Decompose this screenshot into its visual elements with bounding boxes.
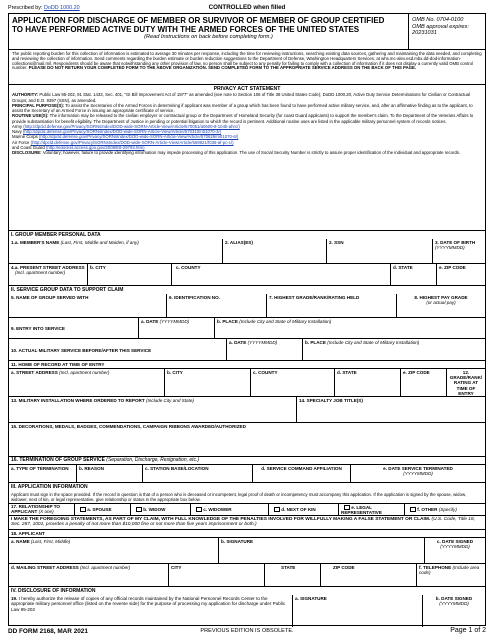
- mailing-address-field[interactable]: d. MAILING STREET ADDRESS (Incl. apartment number): [9, 564, 169, 586]
- air-label: Air Force: [12, 139, 30, 145]
- army-label: Army: [12, 123, 23, 129]
- coast-label: and Coast Guard: [12, 144, 45, 150]
- certification-note: (U.S. Code, Title 18, Sec. 287, 1001, provides a penalty of not more than $10,000 fine or not more than five years imprisonment or both.): [11, 517, 475, 528]
- relationship-label: 17. RELATIONSHIP TO APPLICANT (X one): [9, 504, 75, 515]
- section-4-title: IV. DISCLOSURE OF INFORMATION: [9, 587, 485, 595]
- row-10: [9, 339, 485, 361]
- section-1-title: I. GROUP MEMBER PERSONAL DATA: [9, 231, 485, 239]
- termination-date-field[interactable]: e. DATE SERVICE TERMINATED (YYYYMMDD): [383, 466, 453, 477]
- row-16: [9, 465, 485, 483]
- section-4-heading: [9, 587, 485, 595]
- mailing-zip-field[interactable]: ZIP CODE: [321, 564, 417, 586]
- privacy-cell: [9, 85, 485, 230]
- highest-grade-field[interactable]: 7. HIGHEST GRADE/RANK/RATING HELD: [267, 294, 397, 317]
- termination-type-field[interactable]: a. TYPE OF TERMINATION: [9, 465, 77, 482]
- navy-label: Navy: [12, 129, 22, 134]
- alias-field[interactable]: 2. ALIAS(ES): [223, 239, 327, 263]
- mailing-city-field[interactable]: CITY: [169, 564, 265, 586]
- certification: [9, 516, 485, 530]
- grade-at-entry-field[interactable]: 12. GRADE/RANK/ RATING AT TIME OF ENTRY: [449, 370, 483, 396]
- omb-cell: [409, 14, 485, 49]
- page-footer: [8, 627, 486, 637]
- dob-field[interactable]: 3. DATE OF BIRTH (YYYYMMDD): [435, 240, 476, 251]
- routine-text: The information may be released to the civilian employer or contractual group or the Department of Homeland Security (for coast Guard applicants) to support the member's claim. To the Department of the Veterans Affairs to provide substantiation for benefit eligibility. The Department of Justice in pending or potential litigation to which the record is pertinent. Additional routine uses are listed in the applicable military personnel system of records notices.: [12, 113, 474, 124]
- other-checkbox[interactable]: [410, 507, 416, 512]
- telephone-field[interactable]: f. TELEPHONE (Include area code): [419, 565, 480, 576]
- home-county-field[interactable]: c. COUNTY: [251, 369, 335, 396]
- termination-reason-field[interactable]: b. REASON: [77, 465, 143, 482]
- widow-option[interactable]: b. WIDOW: [131, 504, 191, 515]
- purpose-label: PRINCIPAL PURPOSE(S):: [12, 102, 65, 108]
- army-link[interactable]: (http://dpcld.defense.gov/Privacy/SORNsIndex/DOD-wide-SORN-Article-View/Article/570051/a0600-8-104b-ahrc/): [23, 123, 240, 129]
- mailing-state-field[interactable]: STATE: [265, 564, 321, 586]
- form-subtitle: (Read Instructions on back before completing form.): [144, 34, 273, 41]
- form-number: DD FORM 2168, MAR 2021: [8, 628, 88, 635]
- present-state-field[interactable]: d. STATE: [391, 264, 437, 285]
- burden-bold: PLEASE DO NOT RETURN YOUR COMPLETED FORM TO THE ABOVE ORGANIZATION. SEND COMPLETED FORM TO THE APPROPRIATE SERVICE ADDRESS ON THE BACK OF THIS PAGE.: [28, 65, 417, 71]
- row-18a: [9, 538, 485, 564]
- row-9: [9, 318, 485, 339]
- prescribed-by: [8, 5, 80, 11]
- widow-checkbox[interactable]: [136, 507, 142, 512]
- disclosure-date-field[interactable]: b. DATE SIGNED (YYYYMMDD): [435, 596, 473, 607]
- row-18-heading: [9, 530, 485, 538]
- omb-approval: OMB approval expires:: [412, 23, 469, 30]
- present-address-field[interactable]: 4.a. PRESENT STREET ADDRESS (Incl. apartment number): [9, 264, 88, 285]
- home-record-label: 11. HOME OF RECORD AT TIME OF ENTRY: [11, 362, 105, 367]
- applicant-signature-field[interactable]: b. SIGNATURE: [219, 538, 425, 563]
- form-title-1: APPLICATION FOR DISCHARGE OF MEMBER OR SURVIVOR OF MEMBER OF GROUP CERTIFIED: [12, 16, 385, 25]
- entry-service-label: 9. ENTRY INTO SERVICE: [9, 318, 139, 338]
- home-state-field[interactable]: d. STATE: [335, 369, 401, 396]
- privacy-heading: PRIVACY ACT STATEMENT: [213, 86, 281, 92]
- form-title-2: TO HAVE PERFORMED ACTIVE DUTY WITH THE ARMED FORCES OF THE UNITED STATES: [12, 25, 360, 35]
- widower-checkbox[interactable]: [196, 507, 202, 512]
- row-19: [9, 595, 485, 627]
- row-18d: [9, 564, 485, 587]
- applicant-date-field[interactable]: c. DATE SIGNED (YYYYMMDD): [436, 539, 474, 550]
- section-3-title: III. APPLICATION INFORMATION: [9, 483, 485, 491]
- certification-cell: [9, 516, 485, 529]
- entry-date-field[interactable]: a. DATE (YYYYMMDD): [139, 318, 215, 338]
- legal-rep-option[interactable]: e. LEGAL REPRESENTATIVE: [339, 504, 405, 515]
- row-11-heading: [9, 361, 485, 369]
- disclosure-label: DISCLOSURE:: [12, 150, 42, 155]
- ssn-field[interactable]: 2. SSN: [327, 239, 433, 263]
- home-address-field[interactable]: a. STREET ADDRESS (Incl. apartment number): [9, 369, 165, 396]
- disclosure-text: Voluntary; however, failure to provide identifying information may impede processing of this application. The use of Social Security Number is strictly to assure proper identification of the individual and appropriate records.: [42, 150, 461, 155]
- routine-label: ROUTINE USE(S):: [12, 113, 49, 119]
- burden-cell: [9, 50, 485, 84]
- authority-label: AUTHORITY:: [12, 92, 39, 98]
- form: [8, 13, 486, 626]
- marine-link[interactable]: (http://dpcld.defense.gov/Privacy/SORNsIndex/DOD-wide-SORN-Article-View/Article/570626/m01070-6/): [39, 134, 239, 140]
- omb-number: OMB No. 0704-0100: [412, 17, 464, 23]
- actual-service-label: 10. ACTUAL MILITARY SERVICE BEFORE/AFTER THIS SERVICE: [9, 339, 227, 360]
- termination-station-field[interactable]: c. STATION BASE/LOCATION: [143, 465, 253, 482]
- row-13: [9, 397, 485, 423]
- decorations-field[interactable]: 15. DECORATIONS, MEDALS, BADGES, COMMENDATIONS, CAMPAIGN RIBBONS AWARDED/AUTHORIZED: [11, 424, 246, 429]
- burden-text: The public reporting burden for this collection of information is estimated to average 30 minutes per response, including the time for reviewing instructions, searching existing data sources, gathering and maintaining the data needed, and completing and reviewing the collection of information. Send comments regarding the burden estimate or burden reduction suggestions to the Department of Defense, Washington Headquarters Services, at whs.mc-alex.esd.mbx.dd-dod-information-collections@mail.mil. Respondents should be aware that notwithstanding any other provision of law, no person shall be subject to any penalty for failing to comply with a collection of information if it does not display a currently valid OMB control number.: [12, 51, 482, 71]
- home-city-field[interactable]: b. CITY: [165, 369, 251, 396]
- privacy-act: [9, 85, 485, 231]
- disclosure-signature-field[interactable]: a. SIGNATURE: [293, 595, 423, 627]
- installation-field[interactable]: 13. MILITARY INSTALLATION WHERE ORDERED TO REPORT (Include City and State): [9, 397, 297, 422]
- other-option[interactable]: f. OTHER (Specify): [405, 504, 485, 515]
- section-3-heading: [9, 483, 485, 491]
- previous-edition: PREVIOUS EDITION IS OBSOLETE.: [200, 628, 294, 634]
- top-bar: [8, 4, 486, 13]
- identification-field[interactable]: 6. IDENTIFICATION NO.: [167, 294, 267, 317]
- section-2-title: II. SERVICE GROUP DATA TO SUPPORT CLAIM: [9, 286, 485, 294]
- form-header: [9, 14, 485, 50]
- actual-place-field[interactable]: b. PLACE (Include City and State of Military Installation): [305, 340, 420, 345]
- purpose-text: To assist the Secretaries of the Armed Forces in determining if applicant was member of a group which has been found to have performed active military service, and, after an affirmative finding as to the applicant, to assist the Secretary of an Armed Force in issuing an appropriate certificate of service.: [12, 102, 473, 113]
- entry-place-field[interactable]: b. PLACE (Include City and State of Military Installation): [217, 319, 332, 324]
- row-4: [9, 264, 485, 286]
- row-11: [9, 369, 485, 397]
- prescribed-link[interactable]: DoDD 1000.20: [43, 5, 80, 11]
- navy-link[interactable]: (http://dpcld.defense.gov/Privacy/SORNsIndex/DOD-wide-SORN-Article-View/Article/570310/n01070-3/): [23, 129, 222, 134]
- present-county-field[interactable]: c. COUNTY: [172, 264, 391, 285]
- marine-label: Marine Corps: [12, 134, 38, 140]
- application-info-text: Applicant must sign in the space provided. If the record in question is that of a person who is deceased or incompetent, legal proof of death or incompetency must accompany this application. If the application is signed by the spouse, widow, widower, next of kin, or legal representative, give relationship or status in the appropriate box below.: [11, 492, 467, 502]
- page-number: Page 1 of 2: [450, 627, 486, 634]
- next-of-kin-checkbox[interactable]: [274, 507, 280, 512]
- coast-link[interactable]: (http://edocket.access.gpo.gov/2008/E8-29793.htm): [45, 144, 145, 150]
- air-link[interactable]: (http://dpcld.defense.gov/Privacy/SORNsIndex/DOD-wide-SORN-Article-View/Article/569821/f036-af-pc-c/): [30, 139, 234, 145]
- disclosure-authorization: 19. I hereby authorize the release of copies of any official records maintained by the National Personnel Records Center to the appropriate military personnel office (listed on the reverse side) for the purpose of processing my application for discharge under Public Law 95-202: [9, 595, 293, 627]
- authority-text: Public Law 95-202, 91 Stat. 1433, Sec. 401, "GI Bill Improvement Act of 1977" as amended (see note to Section 106 of Title 38 United States Code); DoDD 1000.20, Active Duty Service Determinations for Civilian or Contractual Groups; and E.O. 9397 (SSN), as amended.: [12, 92, 470, 103]
- widower-option[interactable]: c. WIDOWER: [191, 504, 269, 515]
- title-cell: [9, 14, 409, 49]
- controlled-label: CONTROLLED when filled: [208, 4, 286, 11]
- row-1: [9, 239, 485, 264]
- next-of-kin-option[interactable]: d. NEXT OF KIN: [269, 504, 339, 515]
- termination-label: 16. TERMINATION OF GROUP SERVICE (Separation, Discharge, Resignation, etc.): [11, 457, 200, 463]
- row-16-heading: [9, 457, 485, 465]
- spouse-option[interactable]: a. SPOUSE: [75, 504, 131, 515]
- present-zip-field[interactable]: e. ZIP CODE: [439, 265, 466, 270]
- section-2-heading: [9, 286, 485, 294]
- member-name-field[interactable]: 1.a. MEMBER'S NAME (Last, First, Middle and Maiden, if any): [9, 239, 223, 263]
- present-city-field[interactable]: b. CITY: [88, 264, 172, 285]
- burden-statement: [9, 50, 485, 85]
- actual-date-field[interactable]: a. DATE (YYYYMMDD): [227, 339, 303, 360]
- row-5: [9, 294, 485, 318]
- spouse-checkbox[interactable]: [80, 507, 86, 512]
- applicant-name-field[interactable]: a. NAME (Last, First, Middle): [9, 538, 219, 563]
- home-zip-field[interactable]: e. ZIP CODE: [401, 369, 447, 396]
- application-info: [9, 491, 485, 504]
- row-15: [9, 423, 485, 457]
- highest-pay-field[interactable]: 8. HIGHEST PAY GRADE (or actual pay): [414, 295, 468, 306]
- group-name-field[interactable]: 5. NAME OF GROUP SERVED WITH: [9, 294, 167, 317]
- row-17: [9, 504, 485, 516]
- certification-text: I MAKE THE FOREGOING STATEMENTS, AS PART OF MY CLAIM, WITH FULL KNOWLEDGE OF THE PENALTIES INVOLVED FOR WILLFULLY MAKING A FALSE STATEMENT OR CLAIM.: [11, 517, 431, 522]
- applicant-label: 18. APPLICANT: [11, 531, 45, 536]
- specialty-field[interactable]: 14. SPECIALTY JOB TITLE(S): [299, 398, 363, 403]
- prescribed-label: Prescribed by:: [8, 5, 43, 11]
- section-1-heading: [9, 231, 485, 239]
- omb-date: 20231031: [412, 30, 437, 37]
- service-command-field[interactable]: d. SERVICE COMMAND AFFILIATION: [253, 465, 351, 482]
